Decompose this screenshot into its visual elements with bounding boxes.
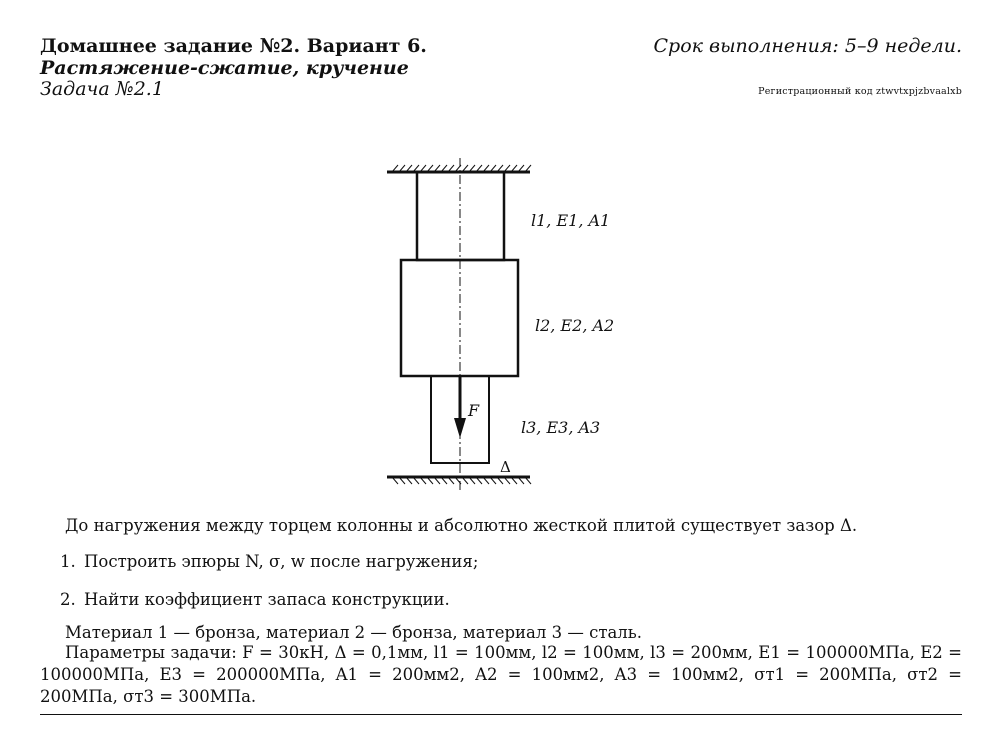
list-item-number: 2. [60, 590, 76, 609]
materials-statement: Материал 1 — бронза, материал 2 — бронза, материал 3 — сталь. [65, 623, 643, 642]
column-diagram [370, 155, 640, 495]
list-item-text: Построить эпюры N, σ, w после нагружения; [84, 552, 479, 571]
assignment-title: Домашнее задание №2. Вариант 6. [40, 35, 427, 57]
gap-label: Δ [500, 458, 511, 476]
rigid-plate [387, 477, 531, 484]
bottom-rule [40, 714, 962, 715]
list-item [60, 590, 450, 609]
force-label: F [468, 401, 480, 420]
list-item [60, 552, 478, 571]
segment-1-label: l1, E1, A1 [531, 211, 611, 230]
topic-subtitle: Растяжение-сжатие, кручение [40, 57, 409, 79]
registration-code: Регистрационный код ztwvtxpjzbvaalxb [758, 86, 962, 97]
task-number: Задача №2.1 [40, 78, 164, 100]
list-item-text: Найти коэффициент запаса конструкции. [84, 590, 450, 609]
list-item-number: 1. [60, 552, 76, 571]
parameters-paragraph: Параметры задачи: F = 30кН, Δ = 0,1мм, l1 = 100мм, l2 = 100мм, l3 = 200мм, E1 = 100000МПа, E2 = 100000МПа, E3 = 200000МПа, A1 = 200мм2, A2 = 100мм2, A3 = 100мм2, σт1 = 200МПа, σт2 = 200МПа, σт3 = 300МПа. [40, 643, 962, 706]
deadline: Срок выполнения: 5–9 недели. [653, 35, 962, 57]
force-arrow [454, 376, 466, 438]
segment-2-label: l2, E2, A2 [535, 316, 615, 335]
segment-3-label: l3, E3, A3 [521, 418, 601, 437]
gap-statement: До нагружения между торцем колонны и абсолютно жесткой плитой существует зазор Δ. [65, 516, 858, 535]
